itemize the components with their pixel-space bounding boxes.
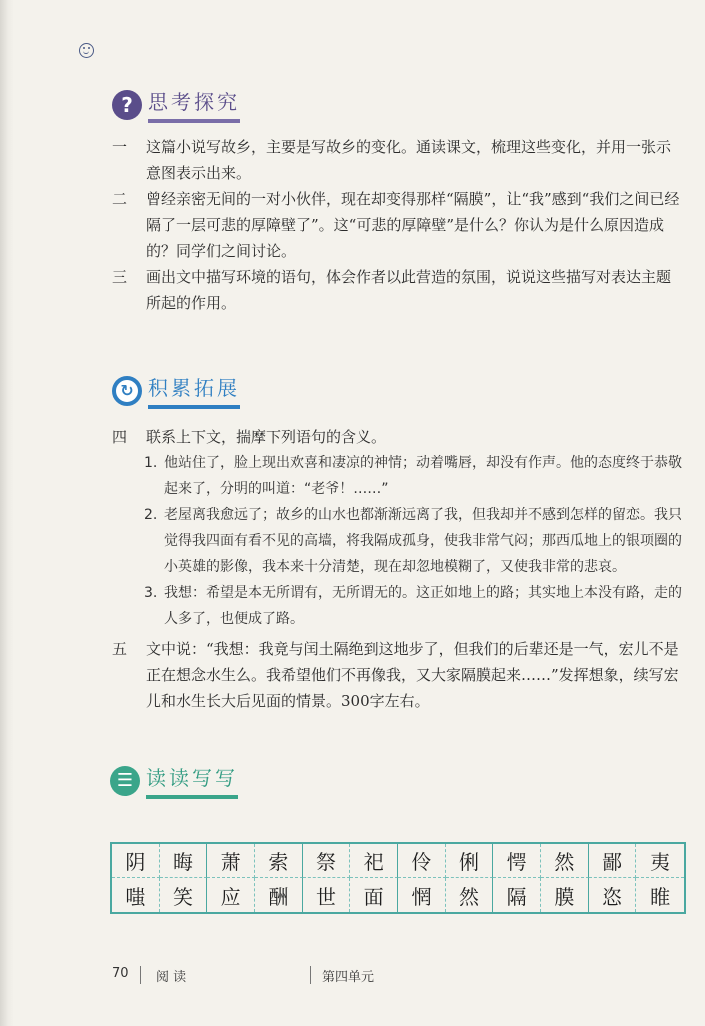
vocab-char: 祀 [350, 844, 398, 878]
smiley-icon [79, 43, 94, 58]
book-title: 阅 读 [156, 970, 187, 985]
question-number: 三 [112, 268, 128, 286]
unit-title: 第四单元 [322, 970, 375, 985]
question-number: 五 [112, 640, 128, 658]
vocab-char: 应 [207, 878, 255, 912]
question-number: 四 [112, 428, 128, 446]
section-title: 积累拓展 [148, 372, 240, 409]
question-item [112, 134, 684, 186]
page-edge [0, 0, 14, 1026]
item-text: 我想：希望是本无所谓有，无所谓无的。这正如地上的路；其实地上本没有路，走的人多了，也便成了路。 [164, 585, 682, 627]
question-text: 画出文中描写环境的语句，体会作者以此营造的氛围，说说这些描写对表达主题所起的作用。 [146, 268, 672, 312]
vocab-char: 笑 [160, 878, 208, 912]
page-number: 70 [112, 966, 129, 981]
vocab-char: 睢 [650, 884, 671, 909]
vocab-char: 愕 [493, 844, 541, 878]
list-item [144, 502, 686, 580]
item-text: 老屋离我愈远了；故乡的山水也都渐渐远离了我，但我却并不感到怎样的留恋。我只觉得我四面有看不见的高墙，将我隔成孤身，使我非常气闷；那西瓜地上的银项圈的小英雄的影像，我本来十分清楚，现在却忽地模糊了，又使我非常的悲哀。 [164, 507, 682, 575]
footer-divider [140, 966, 141, 984]
question-text: 这篇小说写故乡，主要是写故乡的变化。通读课文，梳理这些变化，并用一张示意图表示出来。 [146, 138, 672, 182]
question-item [112, 424, 684, 450]
item-number: 2. [144, 507, 158, 523]
vocab-char: 祭 [303, 844, 351, 878]
list-icon: ☰ [110, 766, 140, 796]
list-item [144, 580, 686, 632]
vocab-char: 嗤 [112, 878, 160, 912]
vocab-char: 恣 [589, 878, 637, 912]
question-item [112, 264, 684, 316]
vocab-char: 世 [303, 878, 351, 912]
vocab-char: 俐 [446, 844, 494, 878]
question-text: 曾经亲密无间的一对小伙伴，现在却变得那样“隔膜”，让“我”感到“我们之间已经隔了一层可悲的厚障壁了”。这“可悲的厚障壁”是什么？你认为是什么原因造成的？同学们之间讨论。 [146, 190, 680, 260]
vocab-char: 然 [446, 878, 494, 912]
section-header-thinking [112, 86, 240, 123]
list-item [144, 450, 686, 502]
vocabulary-grid [110, 842, 686, 914]
question-icon: ? [112, 90, 142, 120]
vocab-char: 隔 [493, 878, 541, 912]
item-text: 他站住了，脸上现出欢喜和凄凉的神情；动着嘴唇，却没有作声。他的态度终于恭敬起来了，分明的叫道：“老爷！……” [164, 455, 682, 497]
vocab-char: 索 [255, 844, 303, 878]
question-text: 文中说：“我想：我竟与闰土隔绝到这地步了，但我们的后辈还是一气，宏儿不是正在想念水生么。我希望他们不再像我，又大家隔膜起来……”发挥想象，续写宏儿和水生长大后见面的情景。300字左右。 [146, 640, 679, 710]
vocab-char: 然 [541, 844, 589, 878]
section-title: 思考探究 [148, 86, 240, 123]
footer-divider [310, 966, 311, 984]
vocab-char: 阴 [112, 844, 160, 878]
vocab-char: 惘 [398, 878, 446, 912]
vocab-char: 晦 [160, 844, 208, 878]
item-number: 3. [144, 585, 158, 601]
vocab-char: 伶 [398, 844, 446, 878]
question-text: 联系上下文，揣摩下列语句的含义。 [146, 428, 387, 446]
question-item [112, 186, 684, 264]
vocab-char: 夷 [636, 844, 684, 878]
item-number: 1. [144, 455, 158, 471]
vocab-char: 酬 [255, 878, 303, 912]
question-number: 二 [112, 190, 128, 208]
vocab-char: 膜 [541, 878, 589, 912]
vocab-char: 鄙 [589, 844, 637, 878]
vocab-char: 萧 [207, 844, 255, 878]
section-title: 读读写写 [146, 762, 238, 799]
refresh-icon: ↻ [112, 376, 142, 406]
question-item [112, 636, 684, 714]
question-number: 一 [112, 138, 128, 156]
section-header-read-write [110, 762, 238, 799]
section-header-accumulate [112, 372, 240, 409]
vocab-char: 面 [350, 878, 398, 912]
